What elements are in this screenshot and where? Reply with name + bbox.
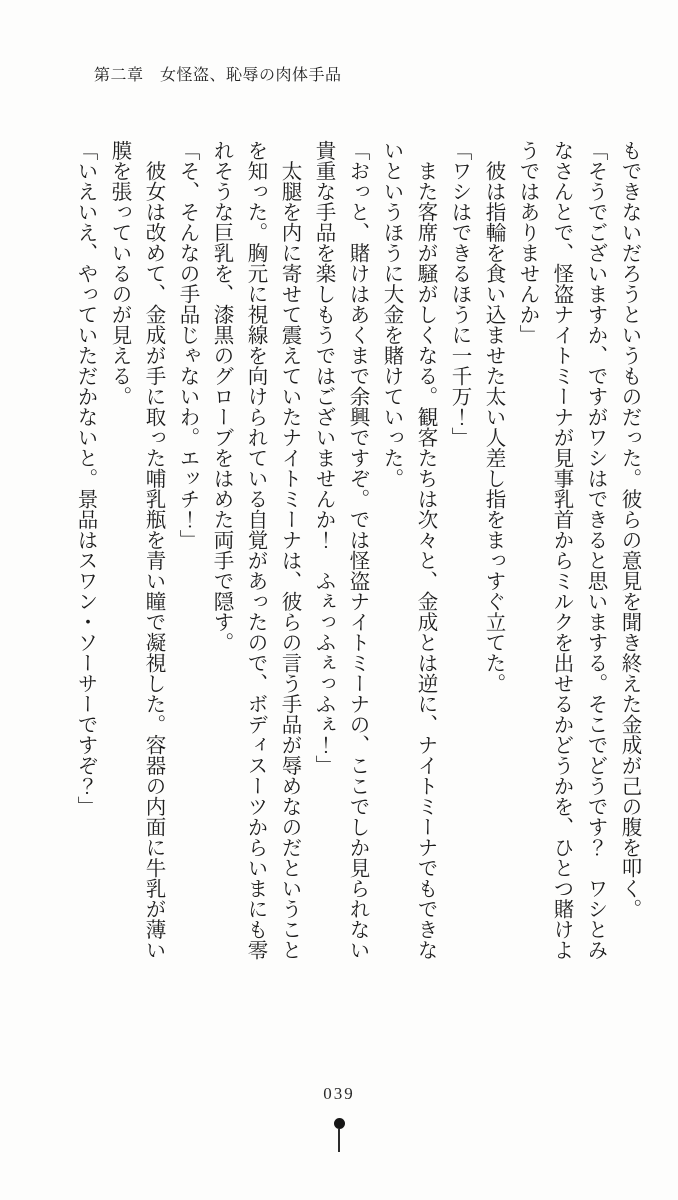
text-column: いというほうに大金を賭けていった。 (380, 140, 402, 489)
text-column: うではありませんか」 (516, 140, 538, 345)
text-column: 「そ、そんなの手品じゃないわ。エッチ！」 (176, 140, 198, 550)
text-column: なさんとで、怪盗ナイトミーナが見事乳首からミルクを出せるかどうかを、ひとつ賭けよ (550, 140, 572, 960)
text-column: 彼は指輪を食い込ませた太い人差し指をまっすぐ立てた。 (482, 140, 504, 694)
chapter-header: 第二章 女怪盗、恥辱の肉体手品 (94, 67, 342, 84)
text-column: 貴重な手品を楽しもうではございませんか！ ふぇっふぇっふぇ！」 (312, 140, 334, 776)
text-column: もできないだろうというものだった。彼らの意見を聞き終えた金成が己の腹を叩く。 (618, 140, 640, 919)
dot-stem (338, 1129, 340, 1152)
text-column: また客席が騒がしくなる。観客たちは次々と、金成とは逆に、ナイトミーナでもできな (414, 140, 436, 960)
page-ornament (0, 1118, 678, 1152)
text-column: 太腿を内に寄せて震えていたナイトミーナは、彼らの言う手品が辱めなのだということ (278, 140, 300, 960)
text-column: 「そうでございますか、ですがワシはできると思いまする。そこでどうです？ ワシとみ (584, 140, 606, 960)
page-number: 039 (323, 1084, 355, 1103)
text-column: 膜を張っているのが見える。 (108, 140, 130, 407)
text-column: を知った。胸元に視線を向けられている自覚があったので、ボディスーツからいまにも零 (244, 140, 266, 960)
body-text (68, 140, 646, 964)
dot-icon (334, 1118, 345, 1129)
page-footer (0, 1084, 678, 1152)
text-column: 「ワシはできるほうに一千万！」 (448, 140, 470, 448)
text-column: 彼女は改めて、金成が手に取った哺乳瓶を青い瞳で凝視した。容器の内面に牛乳が薄い (142, 140, 164, 960)
text-column: 「いえいえ、やっていただかないと。景品はスワン・ソーサーですぞ？」 (74, 140, 96, 817)
text-column: 「おっと、賭けはあくまで余興ですぞ。では怪盗ナイトミーナの、ここでしか見られない (346, 140, 368, 960)
text-column: れそうな巨乳を、漆黒のグローブをはめた両手で隠す。 (210, 140, 232, 653)
